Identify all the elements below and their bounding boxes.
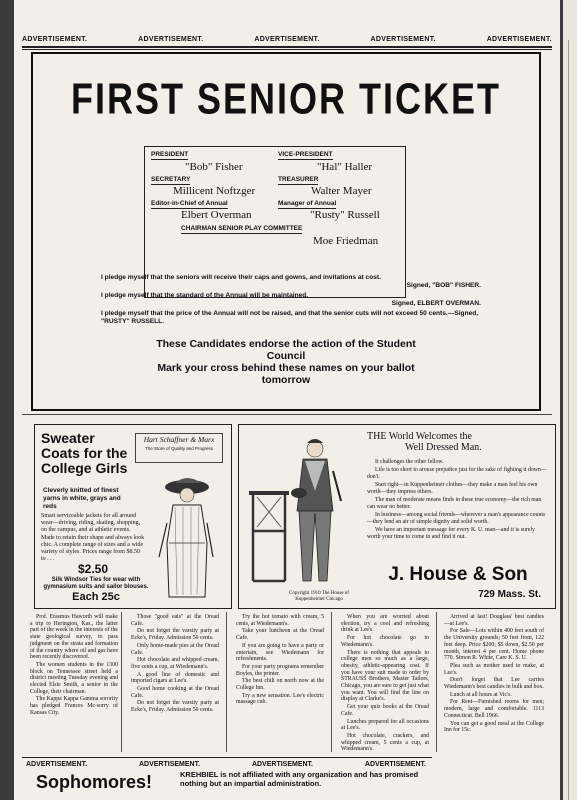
news-item: Good home cooking at the Oread Cafe. <box>131 686 219 699</box>
officer-role: TREASURER <box>278 176 319 183</box>
pledge <box>101 292 481 308</box>
news-item: Don't forget that Lee carries Wiedemann's best candies in bulk and box. <box>444 677 544 691</box>
kuppenheimer-copyright: Copyright 1910 The House of Kuppenheimer Chicago <box>289 591 349 602</box>
officer-role: Manager of Annual <box>278 200 337 207</box>
house-title-line: Well Dressed Man. <box>405 442 482 453</box>
news-item: Take your luncheon at the Oread Cafe. <box>236 628 324 642</box>
news-item: For Rent—Furnished rooms for men; modern, large and comfortable. 1113 Connecticut. Bell 1966. <box>444 699 544 719</box>
store-address: 729 Mass. St. <box>478 589 541 600</box>
house-paragraph: In business—among social friends—wherever a man's appearance counts—they lend an air of simple dignity and solid worth. <box>367 512 546 525</box>
officer-name: "Hal" Haller <box>317 161 373 173</box>
news-item: Only home-made pies at the Oread Cafe. <box>131 642 219 656</box>
gentleman-with-chair-illustration <box>245 431 361 591</box>
pledge <box>101 274 481 290</box>
woman-illustration <box>147 473 225 603</box>
advertisement-label: ADVERTISEMENT. <box>486 36 552 43</box>
column-rule <box>121 612 122 752</box>
sweater-body: Smart serviceable jackets for all around wear—driving, riding, skating, shopping, on the campus, and at athletic events. Made to retain their shape and always look chic. A complete range of sizes and a wide variety of styles. Prices range from $8.50 to . . . <box>41 513 145 563</box>
pledge-text: I pledge myself that the price of the Annual will not be raised, and that the senior cuts will not exceed 50 cents.—Signed, "RUSTY" RUSSELL. <box>101 310 479 325</box>
section-rule <box>22 414 552 415</box>
sweater-title-line: Sweater <box>41 430 95 446</box>
officer-name: Walter Mayer <box>311 185 372 197</box>
news-item: Prof. Erasmus Haworth will make a trip to Herington, Kas., the latter part of the week in the interests of the state geological survey, to pass judgment on the strata and formation of the country where oil and gas have been recently discovered. <box>30 614 118 661</box>
adjacent-page-rule <box>568 40 569 800</box>
news-item: Do not forget the varsity party at Ecke's, Friday. Admission 50 cents. <box>131 700 219 714</box>
house-paragraph: Life is too short to arouse prejudice just for the sake of fighting it down—don't. <box>367 467 547 480</box>
officer-name: Moe Friedman <box>313 235 379 247</box>
senior-ticket-ad <box>31 52 541 411</box>
advertisement-header <box>22 36 552 43</box>
house-ad-body <box>367 459 549 542</box>
column-rule <box>331 612 332 752</box>
advertisement-label: ADVERTISEMENT. <box>26 761 88 768</box>
endorsement <box>33 338 539 386</box>
officer-name: Millicent Noftzger <box>173 185 256 197</box>
house-paragraph: The man of moderate means finds in these true economy—the rich man can wear no better. <box>367 497 542 510</box>
endorsement-line: Mark your cross behind these names on your ballot <box>157 362 415 374</box>
news-column <box>341 614 429 754</box>
news-item: Try a new sensation. Lee's electric massage cub. <box>236 692 324 706</box>
house-title-line: THE World Welcomes the <box>367 431 472 442</box>
sophomores-heading: Sophomores! <box>36 772 153 792</box>
store-logo <box>135 433 223 463</box>
sweater-title-line: College Girls <box>41 460 128 476</box>
sweater-price: $2.50 <box>77 562 109 576</box>
footer-rule <box>22 757 432 758</box>
advertisement-label: ADVERTISEMENT. <box>370 36 436 43</box>
pledge <box>101 310 481 326</box>
news-item: If you are going to have a party or entertain, see Wiedemann for refreshments. <box>236 642 324 663</box>
sweater-footer <box>41 577 151 604</box>
advertisement-footer-labels <box>26 761 426 768</box>
officer-role: VICE-PRESIDENT <box>278 151 333 158</box>
sweater-ad <box>34 424 232 609</box>
news-column <box>444 614 544 735</box>
endorsement-line: Council <box>266 350 306 362</box>
endorsement-line: These Candidates endorse the action of the Student <box>156 338 416 350</box>
header-rule <box>22 46 552 50</box>
house-paragraph: Start right—in Kuppenheimer clothes—they make a man feel his own worth—they impress others. <box>367 482 538 495</box>
krehbiel-notice: KREHBIEL is not affiliated with any organization and has promised nothing but an impartial administration. <box>180 770 419 788</box>
news-item: A good line of domestic and imported cigars at Lee's. <box>131 671 219 685</box>
news-item: Get your quiz books at the Oread Cafe. <box>341 704 429 717</box>
advertisement-label: ADVERTISEMENT. <box>364 761 426 768</box>
pledge-text: I pledge myself that the standard of the Annual will be maintained. <box>101 292 309 299</box>
news-item: The best chili on north now at the College Inn. <box>236 678 324 692</box>
officer-name: Elbert Overman <box>181 209 252 221</box>
house-paragraph: We have an important message for every K. U. man—and it is surely worth your time to come in and find it out. <box>367 527 535 540</box>
advertisement-label: ADVERTISEMENT. <box>22 36 88 43</box>
column-rule <box>226 612 227 752</box>
house-and-son-ad <box>238 424 556 609</box>
news-column <box>30 614 118 718</box>
news-item: Hot chocolate and whipped cream, five cents a cup, at Wiedemann's. <box>131 657 219 670</box>
news-item: Try the hot tomato with cream, 5 cents, at Wiedemann's. <box>236 614 324 627</box>
news-item: Lunch at all hours at Vic's. <box>450 691 512 698</box>
house-paragraph: It challenges the other fellow. <box>375 459 444 465</box>
pledge-signature: Signed, "BOB" FISHER. <box>406 282 481 289</box>
endorsement-line: tomorrow <box>261 374 311 386</box>
news-column <box>236 614 324 707</box>
officer-role: CHAIRMAN SENIOR PLAY COMMITTEE <box>181 225 303 232</box>
advertisement-label: ADVERTISEMENT. <box>138 36 204 43</box>
advertisement-label: ADVERTISEMENT. <box>138 761 201 768</box>
news-item: Do not forget the varsity party at Ecke's, Friday. Admission 50 cents. <box>131 628 219 642</box>
advertisement-label: ADVERTISEMENT. <box>254 36 320 43</box>
news-item: The Kappa Kappa Gamma sorority has pledged Frances Mc-sorry of Kansas City. <box>30 696 118 716</box>
officer-role: PRESIDENT <box>151 151 189 158</box>
ties-price: Each 25c <box>72 591 120 603</box>
officer-role: Editor-in-Chief of Annual <box>151 200 228 207</box>
news-item: Those "good eats" at the Oread Cafe. <box>131 614 219 627</box>
officer-role: SECRETARY <box>151 176 191 183</box>
sweater-ad-title <box>41 431 127 476</box>
store-logo-script: Hart Schaffner & Marx <box>143 435 215 444</box>
sweater-subtitle: Cleverly knitted of finest yarns in white, grays and reds <box>43 487 121 510</box>
ties-text: Silk Windsor Ties for wear with gymnasium suits and sailor blouses. <box>43 577 149 590</box>
newspaper-page <box>14 0 560 800</box>
news-column <box>131 614 219 715</box>
news-item: For Sale—Lots within 400 feet south of the University grounds; 50 feet front, 122 feet deep. Price $200; $5 down, $2.50 per month, interest 4 per cent. Home phone 770. Simon R. White, Care K. S. U. <box>444 628 544 662</box>
news-item: There is nothing that appeals to college men so much as a large, obesity, athletic-appearing coat. If you have your suit made to order by STRAUSS Brothers, Master Tailors, Chicago, you are sure to get just what you want. You will find the line on display at Clarke's. <box>341 649 429 703</box>
column-rule <box>436 612 437 752</box>
officer-name: "Bob" Fisher <box>185 161 243 173</box>
sweater-title-line: Coats for the <box>41 445 128 461</box>
pledge-text: I pledge myself that the seniors will receive their caps and gowns, and invitations at cost. <box>101 274 381 281</box>
officer-name: "Rusty" Russell <box>310 209 380 221</box>
news-item: Lunches prepared for all occasions at Lee's. <box>341 718 429 732</box>
pledge-signature: Signed, ELBERT OVERMAN. <box>391 300 481 307</box>
news-item: Plea such as mother used to make, at Lee's. <box>444 662 544 676</box>
news-item: Hot chocolate, crackers, and whipped cream, 5 cents a cup, at Wiedemann's. <box>341 732 429 753</box>
ticket-title: FIRST SENIOR TICKET <box>70 73 501 123</box>
store-logo-tagline: The Store of Quality and Progress <box>144 446 214 451</box>
news-item: You can get a good meal at the College Inn for 15c. <box>444 720 544 734</box>
adjacent-page-edge <box>563 0 577 800</box>
news-item: When you are worried about election, try a cool and refreshing drink at Lee's. <box>341 614 429 634</box>
news-item: For your party programs remember Boyles, the printer. <box>236 663 324 677</box>
store-name: J. House & Son <box>388 564 528 585</box>
news-item: The women students in the 1300 block on Tennessee street held a district meeting Tuesday evening and elected Elsie Smith, a senior in the College, their chairman. <box>30 661 118 695</box>
news-item: For hot chocolate go to Wiedemann's. <box>341 635 429 648</box>
house-ad-title <box>367 431 547 453</box>
advertisement-label: ADVERTISEMENT. <box>251 761 313 768</box>
news-item: Arrived at last! Douglass' best candies—at Lee's. <box>444 614 544 627</box>
